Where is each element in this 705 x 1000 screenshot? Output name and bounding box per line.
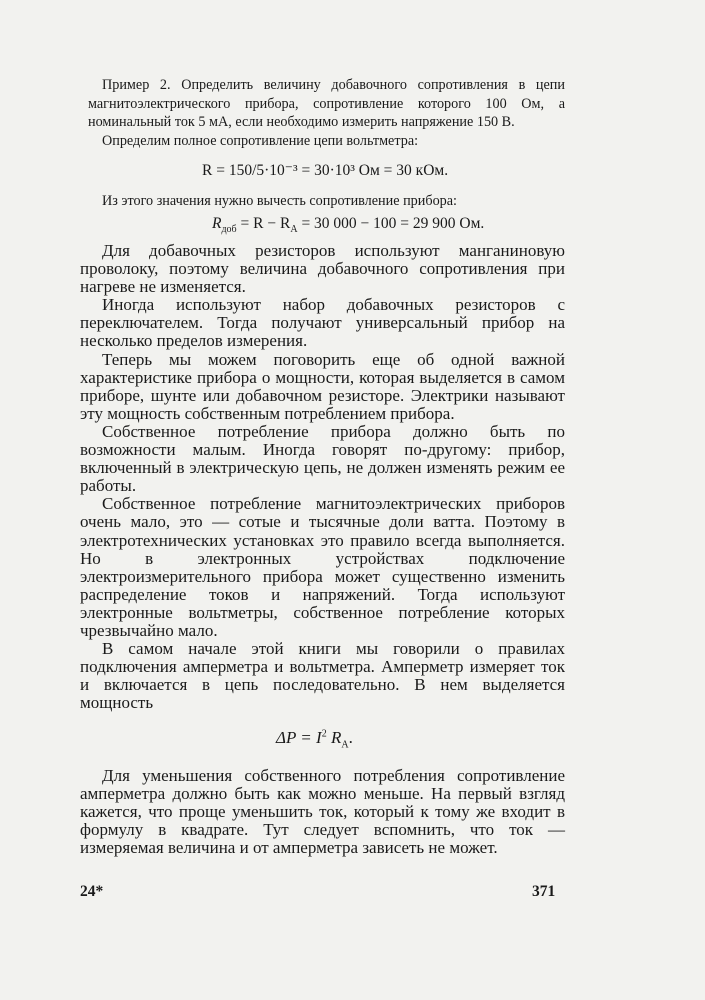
example-label: Пример 2. bbox=[102, 77, 171, 93]
paragraph-1: Для добавочных резисторов используют манганиновую проволоку, поэтому величина добавочного сопротивления при нагреве не изменяется. bbox=[80, 241, 565, 297]
paragraph-6: В самом начале этой книги мы говорили о правилах подключения амперметра и вольтметра. Амперметр измеряет ток и включается в цепь последовательно. В нем выделяется мощность bbox=[80, 639, 565, 713]
last-text-block bbox=[80, 767, 565, 857]
formula-total-resistance: R = 150/5·10⁻³ = 30·10³ Ом = 30 кОм. bbox=[202, 162, 449, 179]
formula-power: $\Delta P = I^2$ $R_А$. bbox=[276, 728, 353, 751]
main-text-block bbox=[80, 242, 565, 712]
step2-block bbox=[88, 192, 565, 211]
paragraph-5: Собственное потребление магнитоэлектрических приборов очень мало, это — сотые и тысячные доли ватта. Поэтому в электротехнических установках это правило всегда выполняется. Но в электронных устройствах подключение электроизмерительного прибора может существенно изменить распределение токов и напряжений. Тогда используют электронные вольтметры, собственное потребление которых чрезвычайно мало. bbox=[80, 494, 565, 640]
paragraph-4: Собственное потребление прибора должно быть по возможности малым. Иногда говорят по-другому: прибор, включенный в электрическую цепь, не должен изменять режим ее работы. bbox=[80, 421, 565, 496]
formula-additional-resistance: $R_{доб} = R - R_А = 30$ 000 − 100 = 29 900 Ом. bbox=[212, 215, 485, 236]
example-block bbox=[88, 76, 565, 150]
paragraph-2: Иногда используют набор добавочных резисторов с переключателем. Тогда получают универсальный прибор на несколько пределов измерения. bbox=[80, 295, 565, 351]
example-text: Определить величину добавочного сопротивления в цепи магнитоэлектрического прибора, сопротивление которого 100 Ом, а номинальный ток 5 мА, если необходимо измерить напряжение 150 В. bbox=[88, 77, 565, 130]
example-paragraph bbox=[88, 76, 565, 132]
paragraph-7: Для уменьшения собственного потребления сопротивление амперметра должно быть как можно меньше. На первый взгляд кажется, что проще уменьшить ток, который к тому же входит в формулу в квадрате. Тут следует вспомнить, что ток — измеряемая величина и от амперметра зависеть не может. bbox=[80, 766, 565, 858]
step1-text: Определим полное сопротивление цепи вольтметра: bbox=[102, 132, 419, 149]
signature-mark: 24* bbox=[80, 883, 104, 900]
page-number: 371 bbox=[532, 883, 556, 900]
step2-text: Из этого значения нужно вычесть сопротивление прибора: bbox=[102, 193, 457, 209]
paragraph-3: Теперь мы можем поговорить еще об одной важной характеристике прибора о мощности, которая выделяется в самом приборе, шунте или добавочном резисторе. Электрики называют эту мощность собственным потреблением прибора. bbox=[80, 349, 565, 423]
